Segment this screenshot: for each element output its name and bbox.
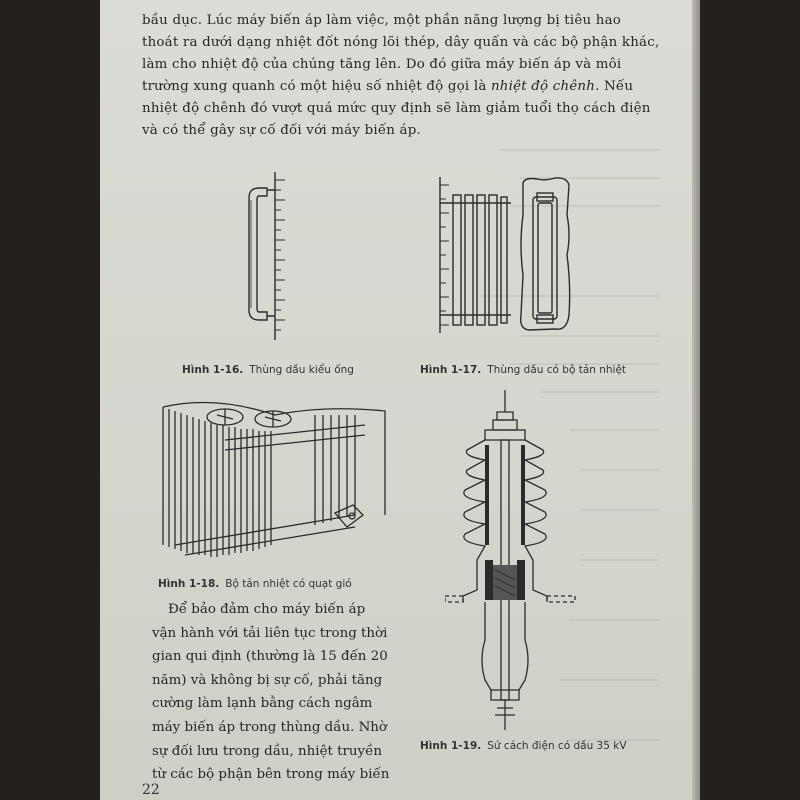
emphasis-term: nhiệt độ chênh. [490, 79, 600, 94]
paragraph-line: làm cho nhiệt độ của chúng tăng lên. Do đó giữa máy biến áp và môi [142, 57, 622, 72]
paragraph-line: thoát ra dưới dạng nhiệt đốt nóng lõi thép, dây quấn và các bộ phận khác, [142, 35, 660, 50]
figure-caption-text: Bộ tản nhiệt có quạt gió [225, 578, 352, 590]
paragraph-line: Để bảo đảm cho máy biến áp [168, 602, 366, 617]
figure-caption-text: Thùng dầu có bộ tản nhiệt [487, 364, 627, 376]
paragraph-line: trường xung quanh có một hiệu số nhiệt độ gọi là nhiệt độ chênh. Nếu [142, 79, 634, 94]
figure-caption [420, 740, 627, 752]
page-edge-shadow [692, 0, 700, 800]
figure-number: Hình 1-18. [158, 578, 220, 590]
figure-caption [158, 578, 352, 590]
paragraph-line: nhiệt độ chênh đó vượt quá mức quy định sẽ làm giảm tuổi thọ cách điện [142, 101, 651, 116]
figure-number: Hình 1-16. [182, 364, 244, 376]
radiator-fan-drawing [155, 395, 395, 565]
paragraph-line: năm) và không bị sự cố, phải tăng [152, 672, 383, 688]
oil-tank-radiator-drawing [425, 175, 515, 335]
intro-paragraph [142, 10, 662, 142]
figure-number: Hình 1-17. [420, 364, 482, 376]
book-page [100, 0, 700, 800]
paragraph-line: từ các bộ phận bên trong máy biến [152, 767, 390, 783]
page-number: 22 [142, 782, 160, 798]
side-paragraph [152, 598, 414, 787]
oil-insulator-bushing-drawing [445, 390, 595, 735]
paragraph-line: cường làm lạnh bằng cách ngâm [152, 696, 373, 712]
radiator-top-view-drawing [515, 175, 575, 335]
figure-caption-text: Thùng dầu kiểu ống [249, 364, 354, 376]
paragraph-line: vận hành với tải liên tục trong thời [152, 625, 388, 641]
figure-caption [420, 364, 626, 376]
oil-tank-tube-drawing [235, 170, 345, 345]
paragraph-line: gian qui định (thường là 15 đến 20 [152, 649, 388, 665]
paragraph-line: sự đối lưu trong dầu, nhiệt truyền [152, 743, 382, 759]
figure-caption-text: Sứ cách điện có dầu 35 kV [487, 740, 627, 752]
figure-caption [182, 364, 354, 376]
paragraph-line: máy biến áp trong thùng dầu. Nhờ [152, 719, 387, 735]
figure-number: Hình 1-19. [420, 740, 482, 752]
paragraph-line: và có thể gây sự cố đối với máy biến áp. [142, 123, 421, 138]
paragraph-line: bầu dục. Lúc máy biến áp làm việc, một phần năng lượng bị tiêu hao [142, 13, 622, 28]
